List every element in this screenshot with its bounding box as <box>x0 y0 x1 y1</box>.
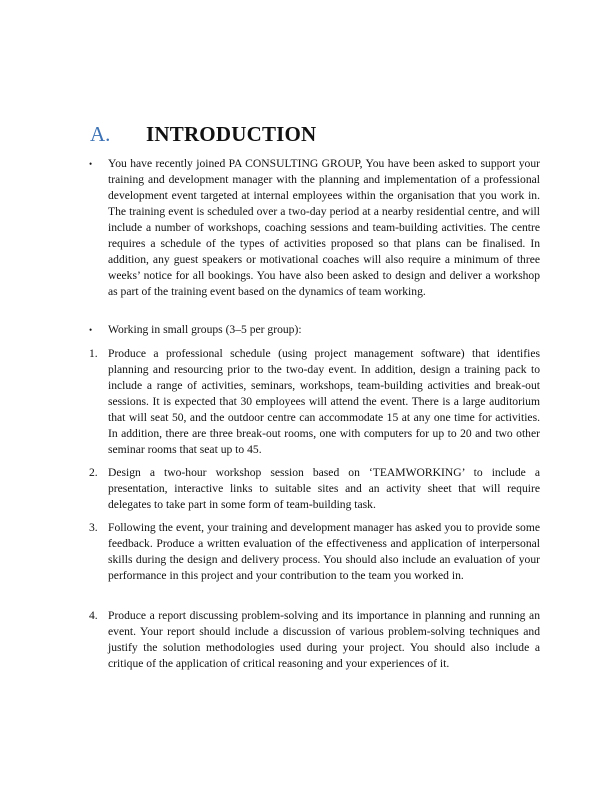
task-item-4 <box>108 608 540 672</box>
section-title: INTRODUCTION <box>146 122 317 146</box>
group-instruction-text: Working in small groups (3–5 per group): <box>108 323 302 336</box>
section-heading <box>90 122 316 148</box>
task-item-1 <box>108 346 540 458</box>
intro-paragraph-text: You have recently joined PA CONSULTING GROUP, You have been asked to support your training and development manager with the planning and implementation of a professional development event targeted at internal employees within the organisation that you work in. The training event is scheduled over a two-day period at a nearby residential centre, and will include a number of workshops, coaching sessions and team-building activities. The centre requires a schedule of the types of activities proposed so that plans can be finalised. In addition, any guest speakers or motivational coaches will also require a minimum of three weeks’ notice for all bookings. You have also been asked to design and deliver a workshop as part of the training event based on the dynamics of team working. <box>108 157 540 299</box>
task-number: 1. <box>89 347 98 360</box>
group-instruction <box>108 322 540 338</box>
bullet-marker: • <box>89 325 93 335</box>
task-number: 3. <box>89 521 98 534</box>
task-number: 2. <box>89 466 98 479</box>
task-item-3 <box>108 520 540 584</box>
intro-paragraph <box>108 156 540 300</box>
task-number: 4. <box>89 609 98 622</box>
task-text: Produce a report discussing problem-solving and its importance in planning and running an event. Your report should include a discussion of various problem-solving techniques and justify the solution methodologies used during your project. You should also include a critique of the application of critical reasoning and your experiences of it. <box>108 609 540 671</box>
task-text: Following the event, your training and development manager has asked you to provide some feedback. Produce a written evaluation of the effectiveness and application of interpersonal skills during the design and delivery process. You should also include an evaluation of your performance in this project and your contribution to the team you worked in. <box>108 521 540 583</box>
task-item-2 <box>108 465 540 513</box>
task-text: Design a two-hour workshop session based on ‘TEAMWORKING’ to include a presentation, interactive links to suitable sites and an activity sheet that will require delegates to take part in some form of team-building task. <box>108 466 540 512</box>
task-text: Produce a professional schedule (using project management software) that identifies planning and resourcing prior to the two-day event. In addition, design a training pack to include a range of activities, seminars, workshops, team-building activities and break-out sessions. It is expected that 30 employees will attend the event. There is a large auditorium that will seat 50, and the outdoor centre can accommodate 15 at any one time for activities. In addition, there are three break-out rooms, one with computers for up to 20 and two other seminar rooms that seat up to 45. <box>108 347 540 457</box>
bullet-marker: • <box>89 159 93 169</box>
section-letter: A. <box>90 122 111 146</box>
